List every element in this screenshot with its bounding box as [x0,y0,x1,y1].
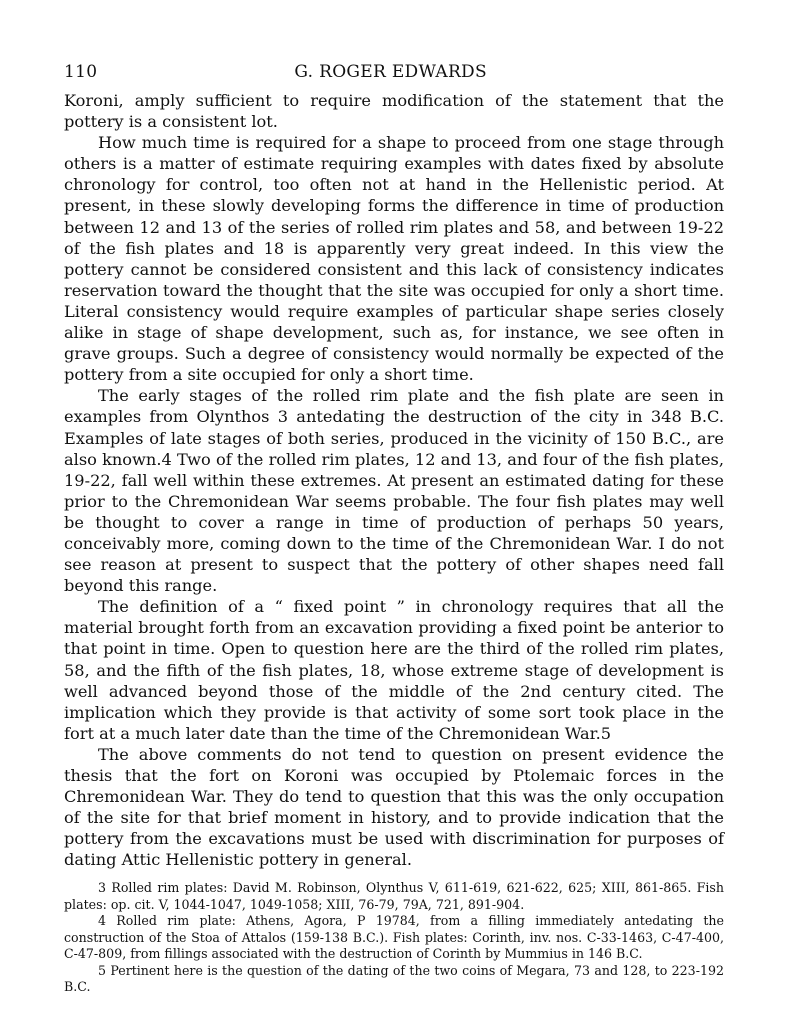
running-head-author: G. ROGER EDWARDS [294,62,487,82]
footnote-3: 3 Rolled rim plates: David M. Robinson, Olynthus V, 611-619, 621-622, 625; XIII, 861-865. Fish plates: op. cit. V, 1044-1047, 1049-1058; XIII, 76-79, 79A, 721, 891-904. [64,880,724,912]
footnote-4: 4 Rolled rim plate: Athens, Agora, P 19784, from a filling immediately antedating the construction of the Stoa of Attalos (159-138 B.C.). Fish plates: Corinth, inv. nos. C-33-1463, C-47-400, C-47-809, from fillings associated with the destruction of Corinth by Mummius in 146 B.C. [64,913,724,962]
page-number: 110 [64,62,98,82]
paragraph-2: How much time is required for a shape to proceed from one stage through others is a matter of estimate requiring examples with dates fixed by absolute chronology for control, too often not at hand in the Hellenistic period. At present, in these slowly developing forms the difference in time of production between 12 and 13 of the series of rolled rim plates and 58, and between 19-22 of the fish plates and 18 is apparently very great indeed. In this view the pottery cannot be considered consistent and this lack of consistency indicates reservation toward the thought that the site was occupied for only a short time. Literal consistency would require examples of particular shape series closely alike in stage of shape development, such as, for instance, we see often in grave groups. Such a degree of consistency would normally be expected of the pottery from a site occupied for only a short time. [64,133,724,385]
footnote-5: 5 Pertinent here is the question of the dating of the two coins of Megara, 73 and 128, to 223-192 B.C. [64,962,724,995]
page [64,62,724,996]
paragraph-4: The definition of a “ fixed point ” in chronology requires that all the material brought forth from an excavation providing a fixed point be anterior to that point in time. Open to question here are the third of the rolled rim plates, 58, and the fifth of the fish plates, 18, whose extreme stage of development is well advanced beyond those of the middle of the 2nd century cited. The implication which they provide is that activity of some sort took place in the fort at a much later date than the time of the Chremonidean War.5 [64,597,724,743]
paragraph-1: Koroni, amply sufficient to require modification of the statement that the pottery is a consistent lot. [64,91,724,132]
footnotes [64,880,724,996]
running-header [64,62,724,82]
paragraph-5: The above comments do not tend to question on present evidence the thesis that the fort on Koroni was occupied by Ptolemaic forces in the Chremonidean War. They do tend to question that this was the only occupation of the site for that brief moment in history, and to provide indication that the pottery from the excavations must be used with discrimination for purposes of dating Attic Hellenistic pottery in general. [64,744,724,870]
paragraph-3: The early stages of the rolled rim plate and the fish plate are seen in examples from Olynthos 3 antedating the destruction of the city in 348 B.C. Examples of late stages of both series, produced in the vicinity of 150 B.C., are also known.4 Two of the rolled rim plates, 12 and 13, and four of the fish plates, 19-22, fall well within these extremes. At present an estimated dating for these prior to the Chremonidean War seems probable. The four fish plates may well be thought to cover a range in time of production of perhaps 50 years, conceivably more, coming down to the time of the Chremonidean War. I do not see reason at present to suspect that the pottery of other shapes need fall beyond this range. [64,386,724,596]
